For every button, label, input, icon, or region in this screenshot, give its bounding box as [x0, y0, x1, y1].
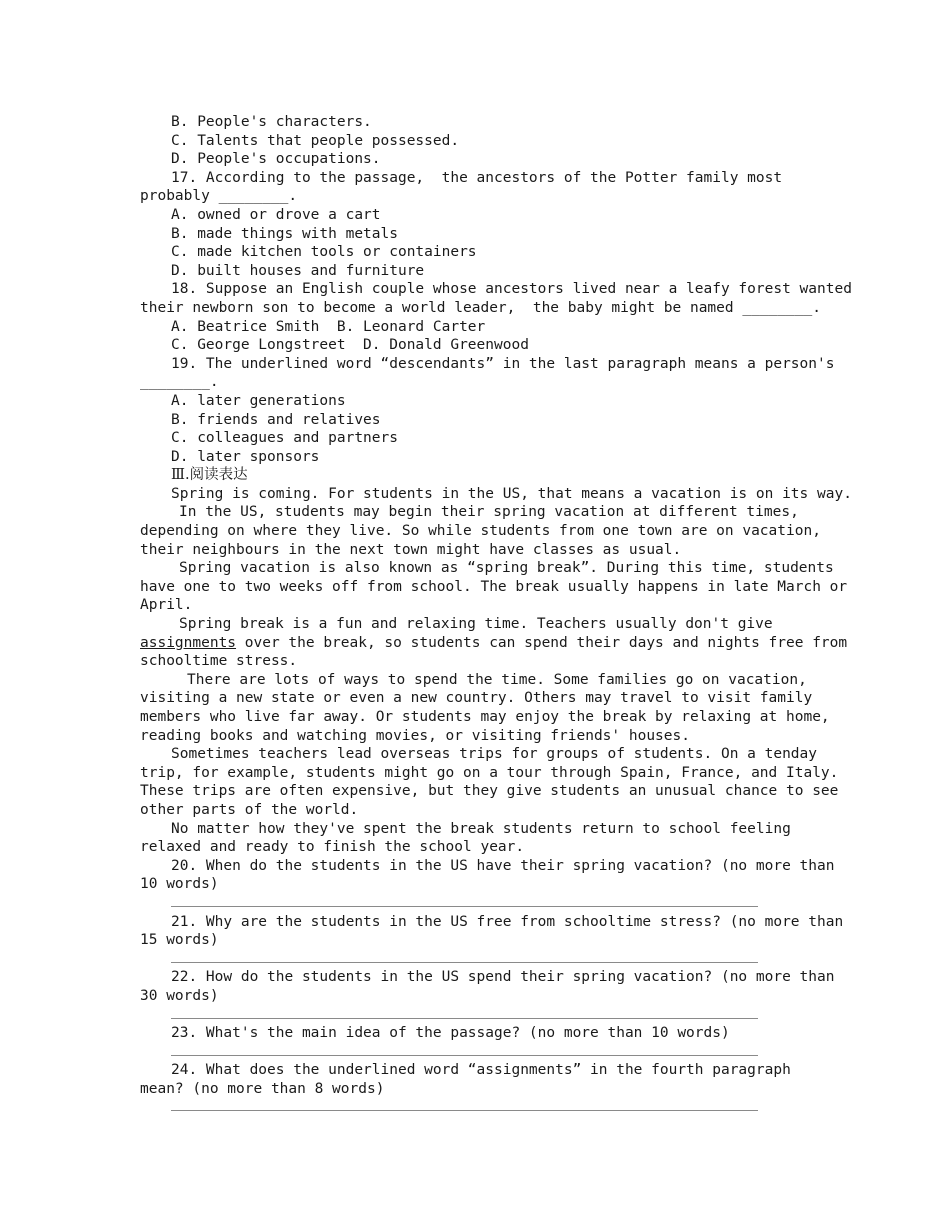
q22-line1: 22. How do the students in the US spend their spring vacation? (no more than: [171, 969, 835, 986]
q22-answer-line[interactable]: [171, 1006, 758, 1025]
q16-option-d: D. People's occupations.: [171, 151, 381, 168]
q17-option-c: C. made kitchen tools or containers: [171, 244, 477, 261]
document-content: [140, 113, 852, 1117]
q18-stem-line1: 18. Suppose an English couple whose ancestors lived near a leafy forest wanted: [171, 281, 852, 298]
q17-option-d: D. built houses and furniture: [171, 262, 425, 279]
passage-p4-line3: schooltime stress.: [140, 653, 298, 670]
passage-p7-line1: No matter how they've spent the break students return to school feeling: [171, 820, 791, 837]
q19-option-a: A. later generations: [171, 392, 346, 409]
q19-stem-line2: ________.: [140, 374, 219, 391]
q17-stem-line2: probably ________.: [140, 188, 298, 205]
q20-answer-line[interactable]: [171, 894, 758, 913]
q19-option-b: B. friends and relatives: [171, 411, 381, 428]
passage-p4-line2-rest: over the break, so students can spend their days and nights free from: [236, 634, 848, 651]
q16-option-b: B. People's characters.: [171, 114, 372, 130]
q22-line2: 30 words): [140, 987, 219, 1004]
passage-p4-line1: Spring break is a fun and relaxing time. Teachers usually don't give: [179, 616, 773, 633]
passage-p5-line4: reading books and watching movies, or visiting friends' houses.: [140, 727, 690, 744]
q23-answer-line[interactable]: [171, 1043, 758, 1062]
passage-p6-line3: These trips are often expensive, but they give students an unusual chance to see: [140, 783, 839, 800]
q24-line2: mean? (no more than 8 words): [140, 1080, 385, 1097]
section-title: Ⅲ.阅读表达: [171, 467, 248, 484]
q17-option-b: B. made things with metals: [171, 225, 398, 242]
q20-line2: 10 words): [140, 876, 219, 893]
passage-p5-line1: There are lots of ways to spend the time. Some families go on vacation,: [187, 671, 807, 688]
underlined-word-assignments: assignments: [140, 634, 237, 651]
passage-p2-line1: In the US, students may begin their spring vacation at different times,: [179, 504, 799, 521]
q18-stem-line2: their newborn son to become a world leader, the baby might be named ________.: [140, 299, 821, 316]
q24-answer-line[interactable]: [171, 1098, 758, 1117]
q19-option-c: C. colleagues and partners: [171, 430, 398, 447]
passage-p2-line3: their neighbours in the next town might have classes as usual.: [140, 541, 682, 558]
passage-p3-line2: have one to two weeks off from school. The break usually happens in late March or: [140, 578, 848, 595]
passage-p3-line1: Spring vacation is also known as “spring break”. During this time, students: [179, 560, 834, 577]
q18-options-ab: A. Beatrice Smith B. Leonard Carter: [171, 318, 486, 335]
q17-stem-line1: 17. According to the passage, the ancestors of the Potter family most: [171, 169, 783, 186]
q23-line1: 23. What's the main idea of the passage? (no more than 10 words): [171, 1025, 730, 1042]
q24-line1: 24. What does the underlined word “assignments” in the fourth paragraph: [171, 1062, 791, 1079]
passage-p5-line3: members who live far away. Or students may enjoy the break by relaxing at home,: [140, 709, 830, 725]
q19-stem-line1: 19. The underlined word “descendants” in the last paragraph means a person's: [171, 355, 835, 372]
q21-line1: 21. Why are the students in the US free from schooltime stress? (no more than: [171, 913, 844, 930]
passage-p6-line2: trip, for example, students might go on a tour through Spain, France, and Italy.: [140, 764, 839, 781]
passage-p6-line4: other parts of the world.: [140, 801, 359, 818]
passage-p2-line2: depending on where they live. So while students from one town are on vacation,: [140, 523, 821, 540]
q21-answer-line[interactable]: [171, 950, 758, 969]
passage-p6-line1: Sometimes teachers lead overseas trips for groups of students. On a tenday: [171, 746, 818, 763]
q19-option-d: D. later sponsors: [171, 448, 320, 465]
q16-option-c: C. Talents that people possessed.: [171, 132, 460, 149]
q17-option-a: A. owned or drove a cart: [171, 206, 381, 223]
passage-p3-line3: April.: [140, 597, 193, 614]
q21-line2: 15 words): [140, 932, 219, 949]
q20-line1: 20. When do the students in the US have their spring vacation? (no more than: [171, 857, 835, 874]
passage-p5-line2: visiting a new state or even a new country. Others may travel to visit family: [140, 690, 813, 707]
passage-p4-line2: [140, 634, 848, 653]
q18-options-cd: C. George Longstreet D. Donald Greenwood: [171, 337, 529, 354]
passage-p1: Spring is coming. For students in the US, that means a vacation is on its way.: [171, 485, 852, 502]
passage-p7-line2: relaxed and ready to finish the school year.: [140, 839, 525, 856]
